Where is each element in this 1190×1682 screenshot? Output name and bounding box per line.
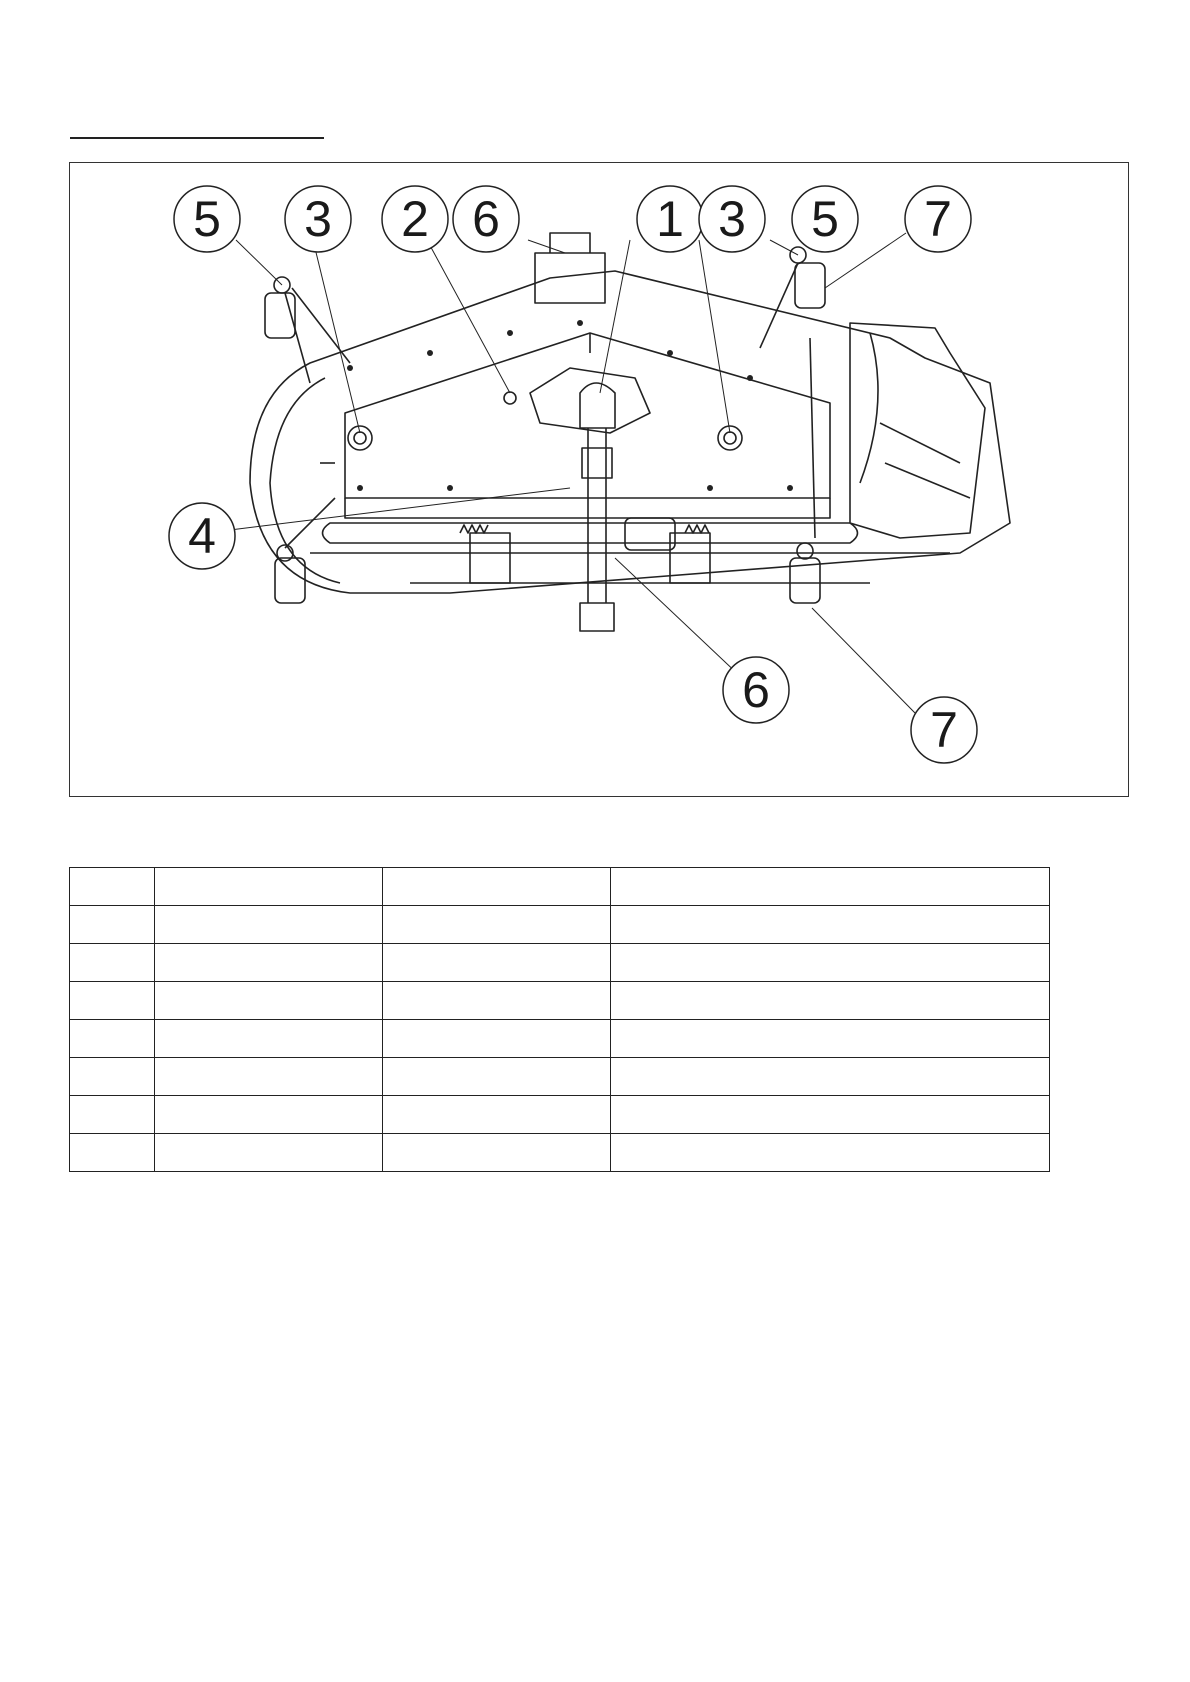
callout-5-right-label: 5 [811,191,839,247]
table-cell [383,1096,611,1134]
gearbox [530,368,650,433]
table-cell [611,1058,1050,1096]
table-row [70,1058,1050,1096]
table-cell [70,906,155,944]
table-cell [611,1096,1050,1134]
table-cell [611,868,1050,906]
table-row [70,1020,1050,1058]
wheel-bottom-left [275,558,305,603]
mower-deck-diagram [69,162,1129,797]
table-cell [155,944,383,982]
callout-5-left-label: 5 [193,191,221,247]
table-cell [611,1020,1050,1058]
table-cell [155,1020,383,1058]
mower-deck-drawing [70,163,1130,798]
table-cell [383,1020,611,1058]
table-cell [383,906,611,944]
wheel-top-right [795,263,825,308]
table-cell [611,982,1050,1020]
blade-hub-left [348,426,372,450]
callout-1-label: 1 [656,191,684,247]
table-row [70,982,1050,1020]
callout-3-right-label: 3 [718,191,746,247]
front-roller-bar [323,523,858,543]
table-cell [611,1134,1050,1172]
table-row [70,944,1050,982]
callout-7-top-label: 7 [924,191,952,247]
table-cell [155,1058,383,1096]
leader-lines [230,233,915,713]
table-cell [155,1134,383,1172]
discharge-chute [850,323,985,538]
table-cell [70,944,155,982]
table-cell [70,1096,155,1134]
table-row [70,1134,1050,1172]
parts-table [69,867,1050,1172]
callout-6-bottom-label: 6 [742,662,770,718]
table-cell [383,944,611,982]
table-cell [383,1058,611,1096]
table-cell [383,982,611,1020]
blade-hub-right [718,426,742,450]
table-cell [155,906,383,944]
callout-7-bottom-label: 7 [930,702,958,758]
table-cell [611,944,1050,982]
table-cell [70,1134,155,1172]
deck-outline [250,271,1010,593]
parts-table-body [70,868,1050,1172]
table-cell [611,906,1050,944]
table-cell [70,1058,155,1096]
table-cell [70,982,155,1020]
table-row [70,1096,1050,1134]
heading-underline [70,137,324,139]
table-cell [70,1020,155,1058]
table-cell [155,868,383,906]
callout-4-label: 4 [188,508,216,564]
callout-2-label: 2 [401,191,429,247]
table-row [70,868,1050,906]
table-cell [383,868,611,906]
table-cell [155,1096,383,1134]
callout-6-top-label: 6 [472,191,500,247]
driveshaft [588,428,606,603]
table-cell [70,868,155,906]
table-row [70,906,1050,944]
callout-3-left-label: 3 [304,191,332,247]
table-cell [383,1134,611,1172]
table-cell [155,982,383,1020]
